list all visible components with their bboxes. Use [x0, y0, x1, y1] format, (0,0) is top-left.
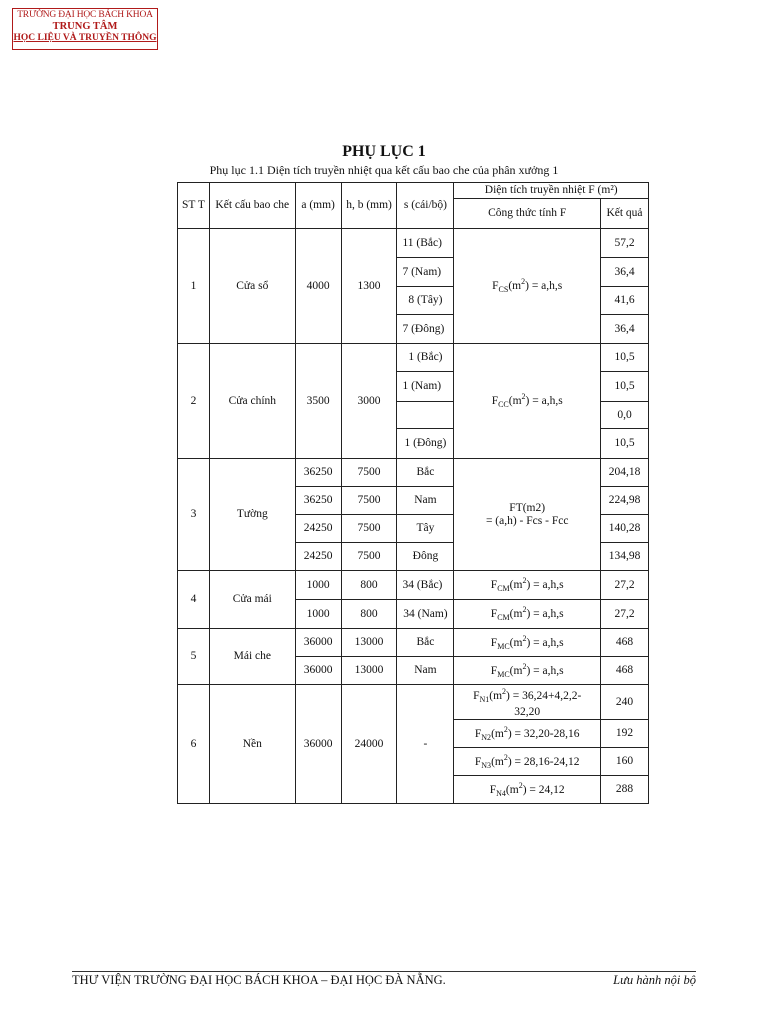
- row-hb-value: 3000: [341, 344, 397, 459]
- row-result: 140,28: [601, 515, 649, 543]
- logo-line-3: HỌC LIỆU VÀ TRUYỀN THÔNG: [13, 33, 157, 43]
- row-structure-name: Cửa chính: [209, 344, 295, 459]
- row-s-value: 8 (Tây): [397, 287, 454, 315]
- logo-line-2: TRUNG TÂM: [52, 21, 118, 32]
- row-a-value: 36000: [295, 657, 341, 685]
- row-result: 27,2: [601, 600, 649, 629]
- row-result: 468: [601, 657, 649, 685]
- row-s-value: 11 (Bắc): [397, 229, 454, 258]
- page-footer: [72, 971, 696, 987]
- page-title: PHỤ LỤC 1: [342, 143, 426, 160]
- row-s-value: Bắc: [397, 629, 454, 657]
- row-result: 27,2: [601, 571, 649, 600]
- footer-distribution-note: Lưu hành nội bộ: [613, 973, 696, 987]
- row-s-value: 7 (Nam): [397, 258, 454, 287]
- row-s-value: [397, 402, 454, 429]
- row-a-value: 36250: [295, 459, 341, 487]
- wall-formula-line-2: = (a,h) - Fcs - Fcc: [485, 514, 569, 527]
- row-a-value: 36000: [295, 685, 341, 804]
- row-structure-name: Tường: [209, 459, 295, 571]
- row-a-value: 1000: [295, 600, 341, 629]
- row-formula: $F_{N3}(m^2) = 28,16-24,12$: [454, 748, 601, 776]
- row-s-value: 1 (Bắc): [397, 344, 454, 372]
- row-stt: 1: [178, 229, 210, 344]
- row-result: 240: [601, 685, 649, 720]
- library-logo: [12, 8, 158, 50]
- row-result: 134,98: [601, 543, 649, 571]
- header-formula: Công thức tính F: [454, 199, 601, 229]
- row-formula: $F_{CM}(m^2) = a,h,s$: [454, 600, 601, 629]
- row-a-value: 4000: [295, 229, 341, 344]
- row-stt: 3: [178, 459, 210, 571]
- row-a-value: 3500: [295, 344, 341, 459]
- row-s-value: 34 (Bắc): [397, 571, 454, 600]
- row-s-value: 7 (Đông): [397, 315, 454, 344]
- row-stt: 2: [178, 344, 210, 459]
- row-s-value: 34 (Nam): [397, 600, 454, 629]
- row-formula: $F_{MC}(m^2) = a,h,s$: [454, 657, 601, 685]
- row-s-value: 1 (Đông): [397, 429, 454, 459]
- table-caption: Phụ lục 1.1 Diện tích truyền nhiệt qua kết cấu bao che của phân xưởng 1: [209, 163, 559, 177]
- row-result: 224,98: [601, 487, 649, 515]
- row-result: 10,5: [601, 372, 649, 402]
- row-formula: $F_{N2}(m^2) = 32,20-28,16$: [454, 720, 601, 748]
- row-a-value: 36000: [295, 629, 341, 657]
- row-hb-value: 7500: [341, 543, 397, 571]
- row-result: 160: [601, 748, 649, 776]
- logo-line-1: TRƯỜNG ĐẠI HỌC BÁCH KHOA: [17, 10, 153, 20]
- row-result: 288: [601, 776, 649, 804]
- row-result: 468: [601, 629, 649, 657]
- row-formula: $F_{CC}(m^2) = a,h,s$: [454, 344, 601, 459]
- wall-formula-line-1: FT(m2): [509, 501, 546, 514]
- row-result: 57,2: [601, 229, 649, 258]
- row-result: 192: [601, 720, 649, 748]
- header-structure: Kết cấu bao che: [209, 183, 295, 229]
- row-hb-value: 1300: [341, 229, 397, 344]
- row-structure-name: Cửa mái: [209, 571, 295, 629]
- row-hb-value: 7500: [341, 459, 397, 487]
- header-result: Kết quả: [601, 199, 649, 229]
- row-s-value: Tây: [397, 515, 454, 543]
- heat-transfer-area-table: [177, 182, 649, 804]
- row-s-value: Nam: [397, 657, 454, 685]
- row-s-value: Nam: [397, 487, 454, 515]
- row-hb-value: 800: [341, 571, 397, 600]
- row-formula: $F_{N4}(m^2) = 24,12$: [454, 776, 601, 804]
- row-result: 10,5: [601, 344, 649, 372]
- row-formula: $F_{CS}(m^2) = a,h,s$: [454, 229, 601, 344]
- row-a-value: 24250: [295, 543, 341, 571]
- footer-library-name: THƯ VIỆN TRƯỜNG ĐẠI HỌC BÁCH KHOA – ĐẠI HỌC ĐÀ NẴNG.: [72, 973, 446, 987]
- row-hb-value: 800: [341, 600, 397, 629]
- header-a: a (mm): [295, 183, 341, 229]
- row-structure-name: Cửa sổ: [209, 229, 295, 344]
- row-stt: 5: [178, 629, 210, 685]
- row-structure-name: Mái che: [209, 629, 295, 685]
- header-stt: ST T: [178, 183, 210, 229]
- row-result: 36,4: [601, 315, 649, 344]
- row-hb-value: 13000: [341, 657, 397, 685]
- row-result: 0,0: [601, 402, 649, 429]
- row-result: 10,5: [601, 429, 649, 459]
- row-formula: $F_{CM}(m^2) = a,h,s$: [454, 571, 601, 600]
- row-a-value: 36250: [295, 487, 341, 515]
- row-s-value: -: [397, 685, 454, 804]
- row-stt: 4: [178, 571, 210, 629]
- row-s-value: Đông: [397, 543, 454, 571]
- row-a-value: 1000: [295, 571, 341, 600]
- row-result: 36,4: [601, 258, 649, 287]
- row-hb-value: 7500: [341, 487, 397, 515]
- header-s: s (cái/bộ): [397, 183, 454, 229]
- row-formula: $F_{MC}(m^2) = a,h,s$: [454, 629, 601, 657]
- row-structure-name: Nền: [209, 685, 295, 804]
- row-hb-value: 7500: [341, 515, 397, 543]
- row-s-value: Bắc: [397, 459, 454, 487]
- row-hb-value: 13000: [341, 629, 397, 657]
- row-s-value: 1 (Nam): [397, 372, 454, 402]
- row-a-value: 24250: [295, 515, 341, 543]
- row-formula: [454, 459, 601, 571]
- header-hb: h, b (mm): [341, 183, 397, 229]
- row-result: 41,6: [601, 287, 649, 315]
- header-area-group: Diện tích truyền nhiệt F (m²): [454, 183, 649, 199]
- row-stt: 6: [178, 685, 210, 804]
- row-formula: $F_{N1}(m^2) = 36,24+4,2,2-$ 32,20: [454, 685, 601, 720]
- row-hb-value: 24000: [341, 685, 397, 804]
- row-result: 204,18: [601, 459, 649, 487]
